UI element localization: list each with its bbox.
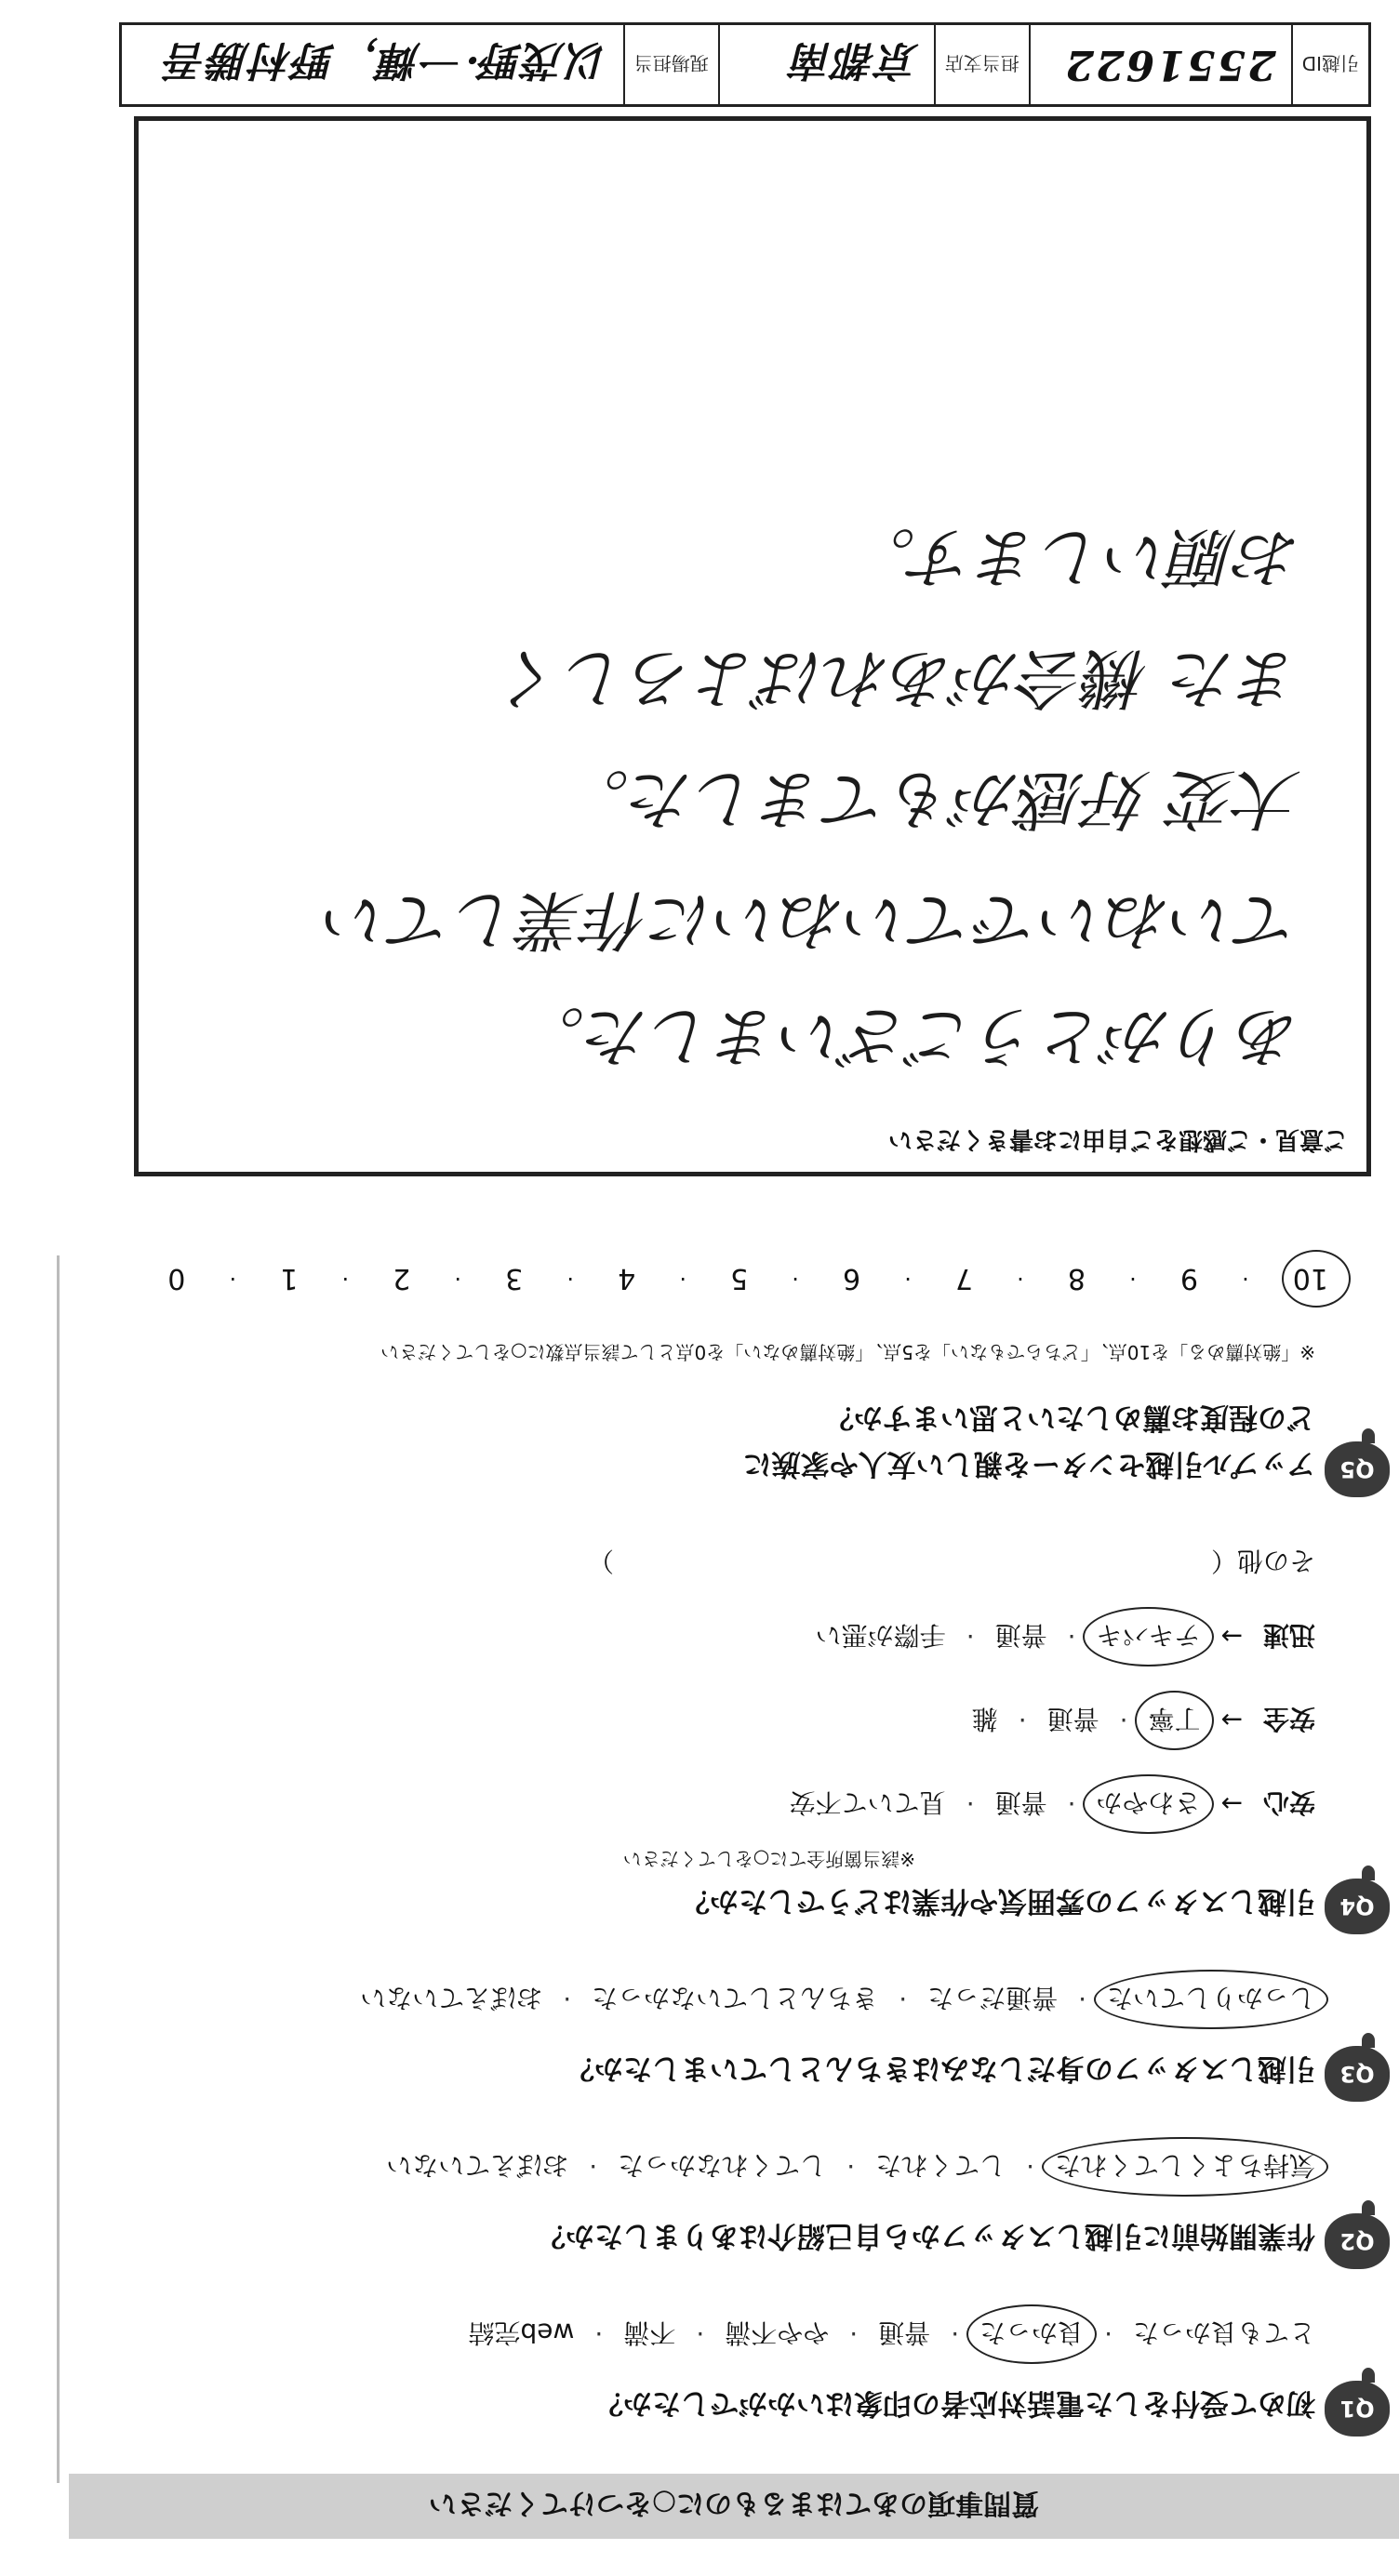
q2-text: 作業開始前に引越しスタッフから自己紹介はありましたか？: [537, 2219, 1315, 2252]
q4-other: [588, 1544, 1315, 1581]
q2-badge: Q2: [1325, 2213, 1390, 2269]
staff-label: 現場担当: [633, 52, 709, 74]
arrow-icon: →: [1220, 1788, 1243, 1820]
q2-option: 気持ちよくしてくれた: [1055, 2148, 1315, 2185]
comment-line: また 機会があればよろしく: [499, 640, 1301, 716]
q4-other-close: ）: [587, 1546, 614, 1576]
staff-value: 以茂野·一輝，野村勝吾: [164, 36, 608, 85]
q4-speed-option: 手際が悪い: [815, 1620, 946, 1651]
q1-option: やや不満: [725, 2317, 830, 2348]
q1-option: 不満: [623, 2317, 676, 2348]
q5-badge: Q5: [1325, 1441, 1390, 1497]
q1-badge: Q1: [1325, 2381, 1390, 2437]
q4-other-label: その他（: [1210, 1546, 1315, 1576]
q4-comfort-option: 見ていて不安: [789, 1787, 946, 1818]
q3-text: 引越しスタッフの身だしなみはきちんとしていましたか？: [566, 2052, 1315, 2085]
q3-option: しっかりしていた: [1107, 1981, 1315, 2018]
score-0: 0: [167, 1262, 186, 1295]
score-10: 10: [1287, 1263, 1334, 1295]
comments-title: ご意見・ご感想をご自由にお書きください: [887, 1125, 1348, 1153]
q4-comfort-option: さわやか: [1097, 1786, 1201, 1823]
id-label-cell: [1291, 25, 1368, 104]
comment-line: ていねいでていねいに作業してい: [325, 882, 1301, 958]
staff-label-cell: [623, 25, 718, 104]
q4-row-comfort: 安心 → さわやか · 普通 · 見ていて不安: [790, 1786, 1315, 1823]
comments-box: [134, 116, 1371, 1176]
q1-option: とても良かった: [1132, 2317, 1315, 2348]
score-9: 9: [1179, 1262, 1198, 1295]
q4-badge: Q4: [1325, 1879, 1390, 1934]
instruction-text: 質問事項のあてはまるものに○をつけてください: [428, 2487, 1040, 2519]
q4-comfort-option: 普通: [994, 1787, 1047, 1818]
arrow-icon: →: [1220, 1621, 1243, 1653]
q5-text-line2: どの程度お薦めしたいと思いますか？: [825, 1401, 1315, 1434]
q3-option: おぼえていない: [360, 1983, 543, 2013]
q4-row-safety: 安全 → 丁寧 · 普通 · 雑: [972, 1702, 1315, 1739]
q4-row-speed: 迅速 → テキパキ · 普通 · 手際が悪い: [816, 1618, 1315, 1655]
q2-options: 気持ちよくしてくれた · してくれた · してくれなかった · おぼえていない: [386, 2148, 1315, 2185]
score-circle: [1282, 1251, 1351, 1308]
score-5: 5: [730, 1262, 749, 1295]
branch-label: 担当支店: [944, 52, 1019, 74]
q4-note: ※該当箇所全てに○をしてください: [622, 1848, 915, 1870]
q4-speed-option: 普通: [994, 1620, 1047, 1651]
q4-text: 引越しスタッフの雰囲気や作業はどうでしたか？: [681, 1884, 1315, 1918]
comment-line: 大変 好感がもてました。: [564, 761, 1301, 837]
q5-note: ※「絶対薦める」を10点、「どちらでもない」を5点、「絶対薦めない」を0点として該当点数に○をしてください: [380, 1341, 1315, 1363]
q1-options: とても良かった · 良かった · 普通 · やや不満 · 不満 · web完結: [468, 2316, 1315, 2353]
arrow-icon: →: [1220, 1705, 1243, 1736]
q1-option: 普通: [878, 2317, 931, 2348]
q4-safety-option: 普通: [1046, 1704, 1099, 1734]
q3-badge: Q3: [1325, 2046, 1390, 2102]
score-row: 10 · 9 · 8 · 7 · 6 · 5 · 4 · 3 · 2 · 1 · 0: [162, 1251, 1334, 1307]
q3-option: きちんとしていなかった: [592, 1983, 879, 2013]
q2-option: おぼえていない: [386, 2150, 569, 2181]
branch-label-cell: [934, 25, 1029, 104]
score-2: 2: [393, 1262, 411, 1295]
q1-option: web完結: [468, 2317, 575, 2348]
q3-options: しっかりしていた · 普通だった · きちんとしていなかった · おぼえていない: [360, 1981, 1315, 2018]
instruction-bar: [69, 2474, 1399, 2539]
comment-line: ありがとうございました。: [520, 998, 1301, 1074]
q3-option: 普通だった: [927, 1983, 1059, 2013]
id-label: 引越ID: [1301, 52, 1359, 74]
q4-row-label: 安全: [1262, 1704, 1315, 1734]
q2-option: してくれた: [875, 2150, 1006, 2181]
q4-row-label: 安心: [1262, 1787, 1315, 1818]
id-value-cell: [1029, 25, 1291, 104]
score-8: 8: [1067, 1262, 1086, 1295]
q5-text-line1: アップル引越センターを親しい友人や家族に: [742, 1447, 1315, 1481]
comment-line: お願いします。: [850, 519, 1301, 595]
score-6: 6: [843, 1262, 861, 1295]
q4-safety-option: 雑: [971, 1704, 998, 1734]
q2-option: してくれなかった: [618, 2150, 827, 2181]
score-1: 1: [280, 1262, 299, 1295]
id-value: 2551622: [1063, 41, 1276, 88]
page-edge-line: [57, 1255, 60, 2483]
staff-value-cell: [122, 25, 623, 104]
q1-option: 良かった: [979, 2316, 1084, 2353]
q4-row-label: 迅速: [1262, 1620, 1315, 1651]
q4-safety-option: 丁寧: [1149, 1702, 1201, 1739]
header-table: [119, 22, 1371, 107]
branch-value-cell: [718, 25, 934, 104]
q1-text: 初めて受付をした電話対応者の印象はいかがでしたか？: [594, 2386, 1315, 2420]
score-3: 3: [505, 1262, 524, 1295]
q4-speed-option: テキパキ: [1097, 1618, 1201, 1655]
branch-value: 京都南: [790, 36, 919, 85]
score-7: 7: [954, 1262, 974, 1295]
score-4: 4: [618, 1262, 636, 1295]
